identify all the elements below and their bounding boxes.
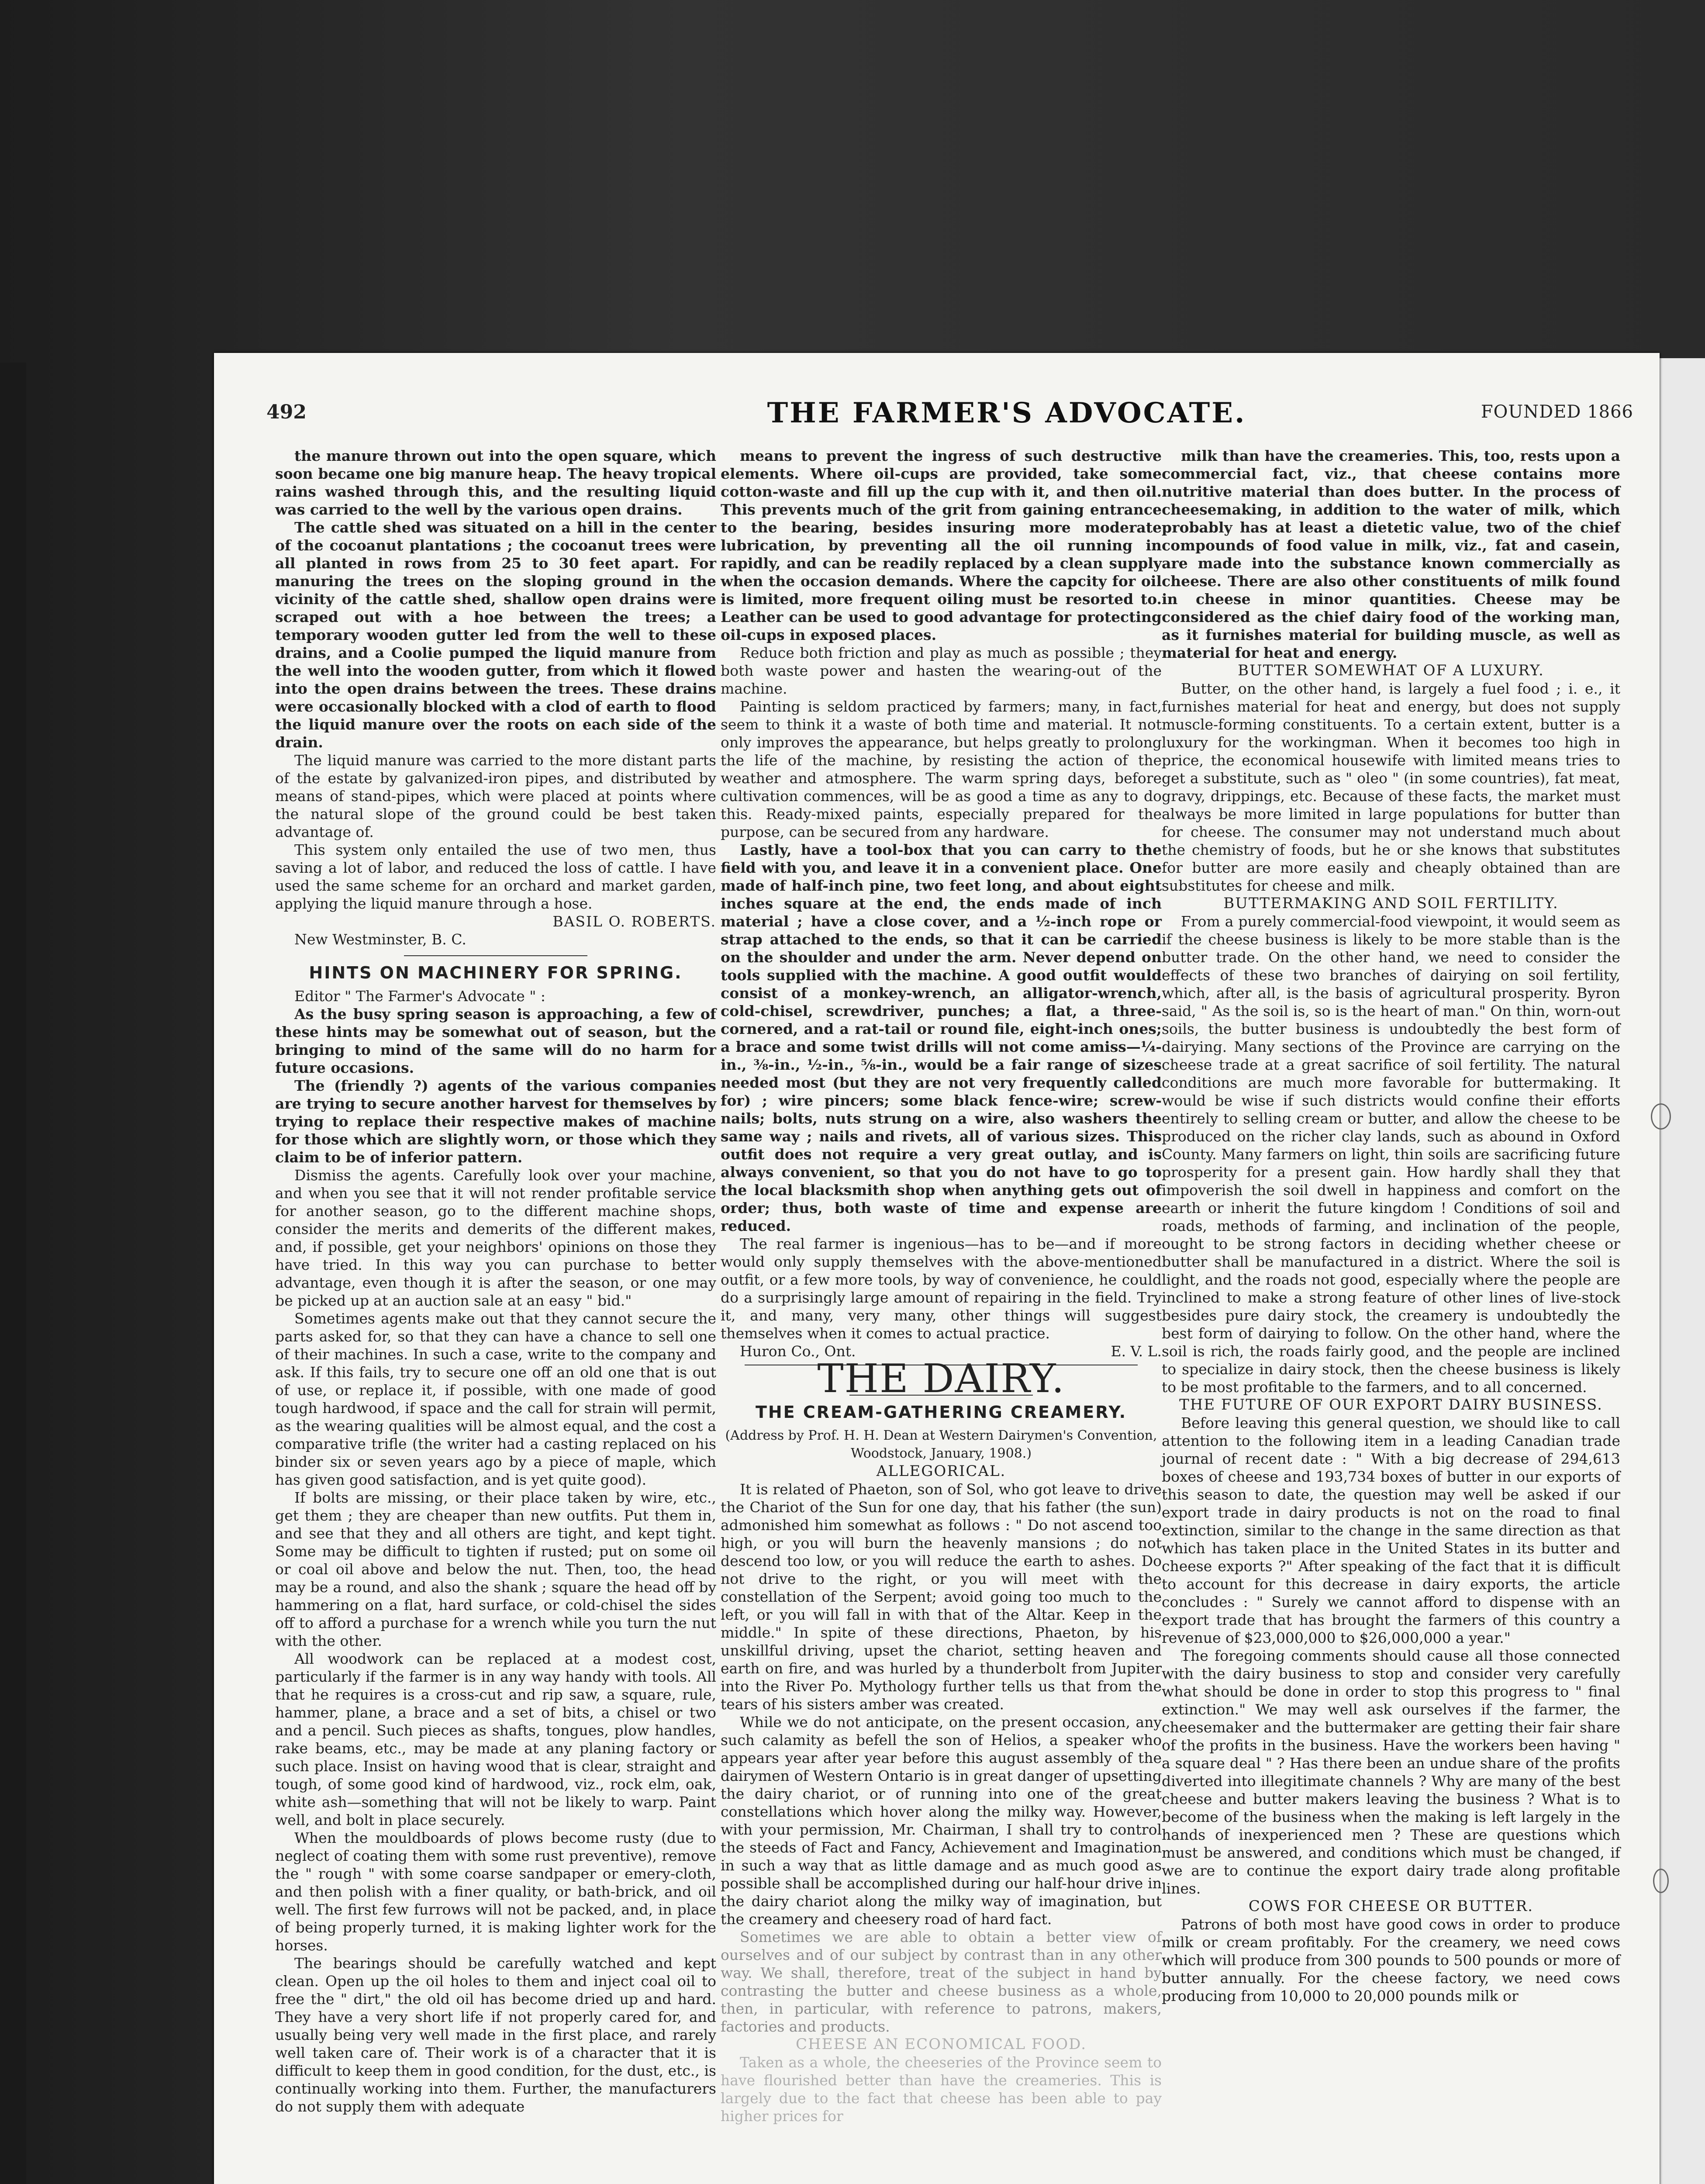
paragraph: Lastly, have a tool-box that you can carry to the field with you, and leave it in a convenient place. One made of half-inch pine, two feet long, and about eight inches square at the end, the ends made of inch material ; have a close cover, and a ½-inch rope or strap attached to the ends, so that it can be carried on the shoulder and under the arm. Never depend on tools supplied with the machine. A good outfit would consist of a monkey-wrench, an alligator-wrench, cold-chisel, screwdriver, punches; a flat, a three-cornered, and a rat-tail or round file, eight-inch ones; a brace and some twist drills will not come amiss—¼-in., ⅜-in., ½-in., ⅝-in., would be a fair range of sizes needed most (but they are not very frequently called for) ; wire pincers; some black fence-wire; screw-nails; bolts, nuts strung on a wire, also washers the same way ; nails and rivets, all of various sizes. This outfit does not require a very great outlay, and is always convenient, so that you do not have to go to the local blacksmith shop when anything gets out of order; thus, both waste of time and expense are reduced.: [721, 841, 1162, 1234]
section-subheading: COWS FOR CHEESE OR BUTTER.: [1248, 1897, 1534, 1915]
author-location: Huron Co., Ont.: [740, 1343, 856, 1360]
paragraph: While we do not anticipate, on the present occasion, any such calamity as befell the son of Helios, a speaker who appears year after year before this august assembly of the dairymen of Western Ontario is in great danger of upsetting the dairy chariot, or of running into one of the great constellations which hover along the milky way. However, with your permission, Mr. Chairman, I shall try to control the steeds of Fact and Fancy, Achievement and Imagination in such a way that as little damage and as much good as possible shall be accomplished during our half-hour drive in the dairy chariot along the milky way of imagination, but the creamery and cheesery road of hard fact.: [721, 1714, 1162, 1928]
paragraph: The real farmer is ingenious—has to be—and if more would only supply themselves with the above-mentioned outfit, or a few more tools, by way of convenience, he could do a surprisingly large amount of repairing in the field. Try it, and many, very many, other things will suggest themselves when it comes to actual practice.: [721, 1235, 1162, 1342]
newspaper-page: [214, 353, 1660, 2184]
section-subheading: BUTTER SOMEWHAT OF A LUXURY.: [1238, 662, 1544, 679]
paragraph: All woodwork can be replaced at a modest cost, particularly if the farmer is in any way handy with tools. All that he requires is a cross-cut and rip saw, a square, rule, hammer, plane, a brace and a set of bits, a chisel or two and a pencil. Such pieces as shafts, tongues, plow handles, rake beams, etc., may be made at any planing factory or such place. Insist on having wood that is clear, straight and tough, of some good kind of hardwood, viz., rock elm, oak, white ash—something that will not be likely to warp. Paint well, and bolt in place securely.: [275, 1650, 716, 1828]
margin-smudge: [1653, 1869, 1669, 1893]
section-subheading: BUTTERMAKING AND SOIL FERTILITY.: [1223, 895, 1559, 912]
department-heading: THE DAIRY.: [817, 1356, 1065, 1402]
section-subheading: THE FUTURE OF OUR EXPORT DAIRY BUSINESS.: [1179, 1396, 1603, 1413]
paragraph: The liquid manure was carried to the more distant parts of the estate by galvanized-iron pipes, and distributed by means of stand-pipes, which were placed at points where the natural slope of the ground could be best taken advantage of.: [275, 752, 716, 840]
paragraph: means to prevent the ingress of such destructive elements. Where oil-cups are provided, take some cotton-waste and fill up the cup with it, and then oil. This prevents much of the grit from gaining entrance to the bearing, besides insuring more moderate lubrication, by preventing all the oil running in rapidly, and can be readily replaced by a clean supply when the occasion demands. Where the capcity for oil is limited, more frequent oiling must be resorted to. Leather can be used to good advantage for protecting oil-cups in exposed places.: [721, 447, 1162, 643]
section-subheading: CHEESE AN ECONOMICAL FOOD.: [795, 2035, 1087, 2053]
masthead-title: THE FARMER'S ADVOCATE.: [767, 397, 1246, 429]
paragraph: As the busy spring season is approaching, a few of these hints may be somewhat out of season, but the bringing to mind of the same will do no harm for future occasions.: [275, 1006, 716, 1076]
founded-label: FOUNDED 1866: [1481, 402, 1633, 422]
article-heading: THE CREAM-GATHERING CREAMERY.: [755, 1403, 1127, 1422]
paragraph: Painting is seldom practiced by farmers; many, in fact, seem to think it a waste of both time and material. It not only improves the appearance, but helps greatly to prolong the life of the machine, by resisting the action of the weather and atmosphere. The warm spring days, before cultivation commences, will be as good a time as any to do this. Ready-mixed paints, especially prepared for the purpose, can be secured from any hardware.: [721, 698, 1162, 840]
paragraph: If bolts are missing, or their place taken by wire, etc., get them ; they are cheaper than new outfits. Put them in, and see that they and all others are tight, and kept tight. Some may be difficult to tighten if rusted; put on some oil or coal oil above and below the nut. Then, too, the head may be a round, and also the shank ; square the head off by hammering on a flat, hard surface, or cold-chisel the sides off to afford a purchase for a wrench while you turn the nut with the other.: [275, 1489, 716, 1649]
article-byline: (Address by Prof. H. H. Dean at Western Dairymen's Convention, Woodstock, January, 1908.): [725, 1428, 1157, 1461]
page-header: [266, 397, 1633, 436]
paragraph: The bearings should be carefully watched and kept clean. Open up the oil holes to them and inject coal oil to free the " dirt," the old oil has become dried up and hard. They have a very short life if not properly cared for, and usually being very well made in the first place, and rarely well taken care of. Their work is of a character that it is difficult to keep them in good condition, for the dust, etc., is continually working into them. Further, the manufacturers do not supply them with adequate: [275, 1955, 716, 2115]
paragraph: When the mouldboards of plows become rusty (due to neglect of coating them with some rust preventive), remove the " rough " with some coarse sandpaper or emery-cloth, and then polish with a finer quality, or bath-brick, and oil well. The first few furrows will not be packed, and, in place of being properly turned, it is making lighter work for the horses.: [275, 1829, 716, 1954]
author-signature: BASIL O. ROBERTS.: [552, 913, 716, 930]
paragraph: Before leaving this general question, we should like to call attention to the following item in a leading Canadian trade journal of recent date : " With a big decrease of 294,613 boxes of cheese and 193,734 boxes of butter in our exports of this season to date, the question may well be asked if our export trade in dairy products is not on the road to final extinction, similar to the change in the same direction as that which has taken place in the United States in its butter and cheese exports ?" After speaking of the fact that it is difficult to account for this decrease in dairy exports, the article concludes : " Surely we cannot afford to dispense with an export trade that has brought the farmers of this country a revenue of $23,000,000 to $26,000,000 a year.": [1162, 1414, 1620, 1646]
paragraph: Dismiss the agents. Carefully look over your machine, and when you see that it will not render profitable service for another season, go to the different machine shops, consider the merits and demerits of the different makes, and, if possible, get your neighbors' opinions on those they have tried. In this way you can purchase to better advantage, even though it is after the season, or one may be picked up at an auction sale at an easy " bid.": [275, 1167, 716, 1309]
paragraph: Sometimes agents make out that they cannot secure the parts asked for, so that they can have a chance to sell one of their machines. In such a case, write to the company and ask. If this fails, try to secure one off an old one that is out of use, or replace it, if possible, with one made of good tough hardwood, if space and the call for strain will permit, as the wearing qualities will be almost equal, and the cost a comparative trifle (the writer had a casting replaced on his binder six or seven years ago by a piece of maple, which has given good satisfaction, and is yet quite good).: [275, 1310, 716, 1488]
margin-smudge: [1651, 1103, 1671, 1130]
author-initials: E. V. L.: [1111, 1343, 1162, 1360]
paragraph: This system only entailed the use of two men, thus saving a lot of labor, and reduced the loss of cattle. I have used the same scheme for an orchard and market garden, applying the liquid manure through a hose.: [275, 841, 716, 912]
scan-left-margin: [0, 363, 26, 2184]
paragraph: Reduce both friction and play as much as possible ; they both waste power and hasten the wearing-out of the machine.: [721, 644, 1162, 697]
section-divider: [404, 955, 587, 956]
paragraph: The (friendly ?) agents of the various companies are trying to secure another harvest for themselves by trying to replace their respective makes of machine for those which are slightly worn, or those which they claim to be of inferior pattern.: [275, 1077, 716, 1166]
column-2: [721, 447, 1162, 2125]
author-location: New Westminster, B. C.: [294, 931, 466, 948]
paragraph: Taken as a whole, the cheeseries of the Province seem to have flourished better than have the creameries. This is largely due to the fact that cheese has been able to pay higher prices for: [721, 2054, 1162, 2125]
paragraph: the manure thrown out into the open square, which soon became one big manure heap. The heavy tropical rains washed through this, and the resulting liquid was carried to the well by the various open drains.: [275, 447, 716, 518]
paragraph: Sometimes we are able to obtain a better view of ourselves and of our subject by contrast than in any other way. We shall, therefore, treat of the subject in hand by contrasting the butter and cheese business as a whole, then, in particular, with reference to patrons, makers, factories and products.: [721, 1928, 1162, 2035]
article-heading: HINTS ON MACHINERY FOR SPRING.: [309, 963, 683, 982]
paragraph: milk than have the creameries. This, too, rests upon a commercial fact, viz., that cheese contains more nutritive material than does butter. In the process of cheesemaking, in addition to the water of milk, which probably has at least a dietetic value, two of the chief compounds of food value in milk, viz., fat and casein, are made into the substance known commercially as cheese. There are also other constituents of milk found in cheese in minor quantities. Cheese may be considered as the chief dairy food of the working man, as it furnishes material for building muscle, as well as material for heat and energy.: [1162, 447, 1620, 661]
adjacent-page-edge: [1655, 358, 1705, 2184]
paragraph: The foregoing comments should cause all those connected with the dairy business to stop and consider very carefully what should be done in order to stop this progress to " final extinction." We may well ask ourselves if the farmer, the cheesemaker and the buttermaker are getting their fair share of the profits in the business. Have the workers been having " a square deal " ? Has there been an undue share of the profits diverted into illegitimate channels ? Why are many of the best cheese and butter makers leaving the business ? What is to become of the business when the making is left largely in the hands of inexperienced men ? These are questions which must be answered, and conditions which must be changed, if we are to continue the export dairy trade along profitable lines.: [1162, 1647, 1620, 1897]
section-subheading: ALLEGORICAL.: [876, 1462, 1006, 1480]
column-3: [1162, 447, 1620, 2005]
paragraph: From a purely commercial-food viewpoint, it would seem as if the cheese business is likely to be more stable than is the butter trade. On the other hand, we need to consider the effects of these two branches of dairying on soil fertility, which, after all, is the basis of agricultural prosperity. Byron said, " As the soil is, so is the heart of man." On thin, worn-out soils, the butter business is undoubtedly the best form of dairying. Many sections of the Province are carrying on the cheese trade at a great sacrifice of soil fertility. The natural conditions are much more favorable for buttermaking. It would be wise if such districts would confine their efforts entirely to selling cream or butter, and allow the cheese to be produced on the richer clay lands, such as abound in Oxford County. Many farmers on light, thin soils are sacrificing future prosperity for a present gain. How hardly shall they that impoverish the soil dwell in happiness and comfort on the earth or inherit the future kingdom ! Conditions of soil and roads, methods of farming, and inclination of the people, ought to be strong factors in deciding whether cheese or butter shall be manufactured in a district. Where the soil is light, and the roads not good, especially where the people are inclined to make a strong feature of other lines of live-stock besides pure dairy stock, the creamery is undoubtedly the best form of dairying to follow. On the other hand, where the soil is rich, the roads fairly good, and the people are inclined to specialize in dairy stock, then the cheese business is likely to be most profitable to the farmers, and to all concerned.: [1162, 913, 1620, 1396]
page-number: 492: [266, 401, 307, 423]
paragraph: Patrons of both most have good cows in order to produce milk or cream profitably. For the creamery, we need cows which will produce from 300 pounds to 500 pounds or more of butter annually. For the cheese factory, we need cows producing from 10,000 to 20,000 pounds milk or: [1162, 1916, 1620, 2004]
paragraph: Butter, on the other hand, is largely a fuel food ; i. e., it furnishes material for heat and energy, but does not supply muscle-forming constituents. To a certain extent, butter is a luxury for the workingman. When it becomes too high in price, the economical housewife with limited means tries to get a substitute, such as " oleo " (in some countries), fat meat, gravy, drippings, etc. Because of these facts, the market must always be more limited in large populations for butter than for cheese. The consumer may not understand much about the chemistry of foods, but he or she knows that substitutes for butter are more easily and cheaply obtained than are substitutes for cheese and milk.: [1162, 680, 1620, 894]
column-1: [275, 447, 716, 2115]
paragraph: The cattle shed was situated on a hill in the center of the cocoanut plantations ; the cocoanut trees were all planted in rows from 25 to 30 feet apart. For manuring the trees on the sloping ground in the vicinity of the cattle shed, shallow open drains were scraped out with a hoe between the trees; a temporary wooden gutter led from the well to these drains, and a Coolie pumped the liquid manure from the well into the wooden gutter, from which it flowed into the open drains between the trees. These drains were occasionally blocked with a clod of earth to flood the liquid manure over the roots on each side of the drain.: [275, 519, 716, 751]
editor-salutation: Editor " The Farmer's Advocate " :: [294, 988, 546, 1005]
paragraph: It is related of Phaeton, son of Sol, who got leave to drive the Chariot of the Sun for one day, that his father (the sun) admonished him somewhat as follows : " Do not ascend too high, or you will burn the heavenly mansions ; do not descend too low, or you will reduce the earth to ashes. Do not drive to the right, or you will meet with the constellation of the Serpent; avoid going too much to the left, or you will fall in with that of the Altar. Keep in the middle." In spite of these directions, Phaeton, by his unskillful driving, upset the chariot, setting heaven and earth on fire, and was hurled by a thunderbolt from Jupiter into the River Po. Mythology further tells us that from the tears of his sisters amber was created.: [721, 1481, 1162, 1713]
